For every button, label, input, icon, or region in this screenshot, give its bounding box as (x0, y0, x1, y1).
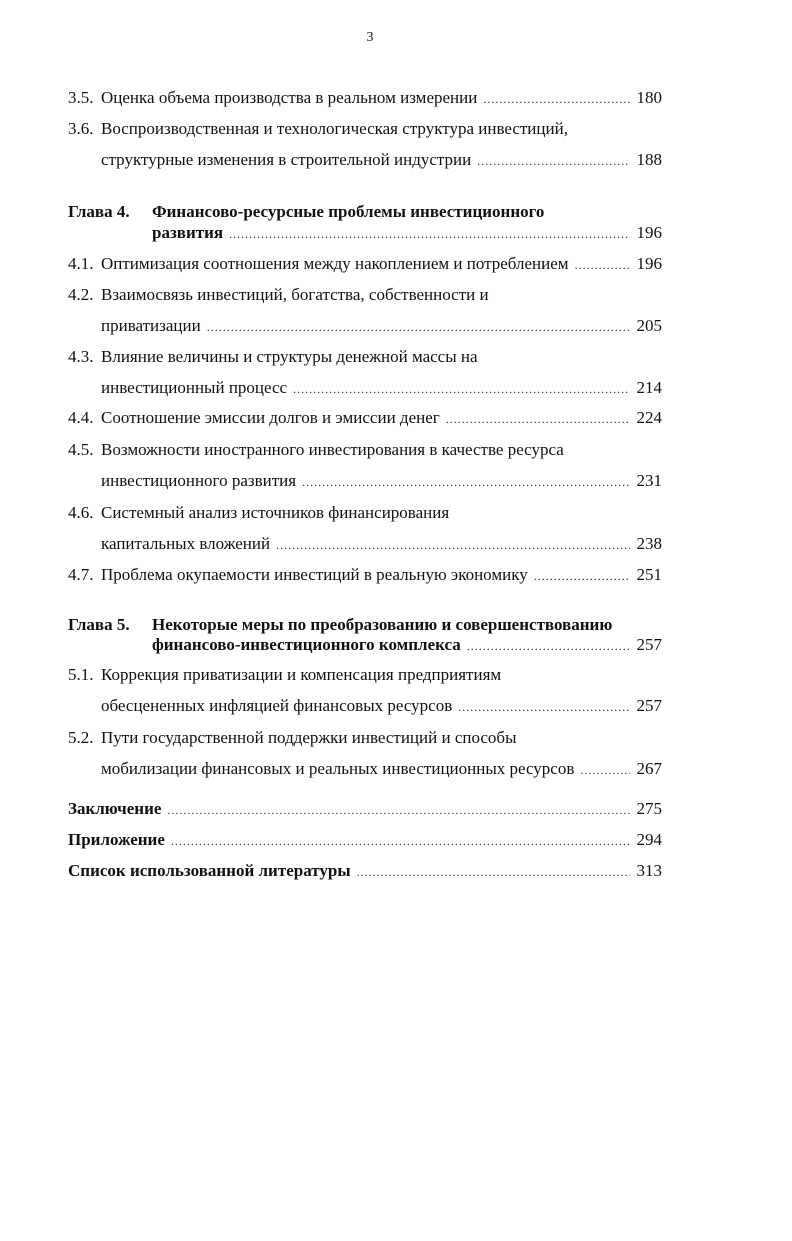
dot-leader (477, 149, 630, 173)
entry-title-line2: капитальных вложений (101, 534, 271, 553)
toc-conclusion[interactable] (68, 797, 662, 821)
entry-title-line2: структурные изменения в строительной индустрии (101, 150, 472, 169)
dot-leader (293, 377, 630, 401)
entry-number: 3.5. (68, 88, 94, 107)
entry-title-line1: Возможности иностранного инвестирования в качестве ресурса (101, 440, 564, 459)
entry-number: 5.1. (68, 665, 94, 684)
toc-entry-4-3[interactable] (68, 345, 662, 369)
toc-entry-4-1[interactable] (68, 252, 662, 276)
entry-page: 294 (636, 830, 662, 849)
entry-title: Оптимизация соотношения между накоплением и потреблением (101, 254, 569, 273)
dot-leader (171, 829, 630, 853)
toc-entry-3-6[interactable] (68, 117, 662, 141)
entry-title-line2: мобилизации финансовых и реальных инвестиционных ресурсов (101, 759, 575, 778)
toc-entry-4-7[interactable] (68, 563, 662, 587)
entry-number: 3.6. (68, 119, 94, 138)
entry-page: 214 (636, 378, 662, 397)
chapter-title-line1: Некоторые меры по преобразованию и совершенствованию (152, 615, 613, 634)
entry-number: 4.4. (68, 408, 94, 427)
chapter-5-heading-cont[interactable] (152, 633, 662, 657)
dot-leader (167, 798, 630, 822)
dot-leader (575, 253, 630, 277)
entry-number: 4.2. (68, 285, 94, 304)
toc-entry-4-6[interactable] (68, 501, 662, 525)
entry-number: 4.6. (68, 503, 94, 522)
entry-number: 4.5. (68, 440, 94, 459)
chapter-title-line2: развития (152, 223, 224, 242)
entry-title: Список использованной литературы (68, 861, 351, 880)
entry-number: 5.2. (68, 728, 94, 747)
toc-entry-3-5[interactable] (68, 86, 662, 110)
dot-leader (580, 758, 630, 782)
entry-number: 4.3. (68, 347, 94, 366)
entry-title-line1: Пути государственной поддержки инвестиций и способы (101, 728, 517, 747)
entry-page: 196 (636, 254, 662, 273)
entry-page: 313 (636, 861, 662, 880)
toc-entry-4-5[interactable] (68, 438, 662, 462)
toc-entry-4-5-cont[interactable] (101, 469, 662, 493)
entry-title: Оценка объема производства в реальном измерении (101, 88, 478, 107)
dot-leader (446, 407, 630, 431)
entry-title: Проблема окупаемости инвестиций в реальную экономику (101, 565, 528, 584)
entry-title-line1: Системный анализ источников финансирования (101, 503, 450, 522)
entry-title-line1: Влияние величины и структуры денежной массы на (101, 347, 478, 366)
chapter-number: Глава 4. (68, 202, 130, 221)
entry-page: 275 (636, 799, 662, 818)
entry-title-line1: Воспроизводственная и технологическая структура инвестиций, (101, 119, 568, 138)
entry-page: 196 (636, 223, 662, 242)
entry-page: 251 (636, 565, 662, 584)
page-number: 3 (366, 30, 374, 45)
entry-title: Заключение (68, 799, 162, 818)
dot-leader (357, 860, 630, 884)
toc-entry-5-2[interactable] (68, 726, 662, 750)
entry-number: 4.7. (68, 565, 94, 584)
toc-entry-4-2-cont[interactable] (101, 314, 662, 338)
entry-page: 188 (636, 150, 662, 169)
dot-leader (467, 634, 630, 658)
entry-page: 257 (636, 635, 662, 654)
toc-entry-3-6-cont[interactable] (101, 148, 662, 172)
dot-leader (534, 564, 630, 588)
entry-number: 4.1. (68, 254, 94, 273)
chapter-4-heading-cont[interactable] (152, 221, 662, 245)
entry-title: Соотношение эмиссии долгов и эмиссии денег (101, 408, 440, 427)
entry-title-line1: Коррекция приватизации и компенсация предприятиям (101, 665, 502, 684)
entry-page: 205 (636, 316, 662, 335)
toc-entry-5-2-cont[interactable] (101, 757, 662, 781)
dot-leader (458, 695, 630, 719)
toc-entry-4-6-cont[interactable] (101, 532, 662, 556)
toc-entry-4-4[interactable] (68, 406, 662, 430)
toc-entry-4-3-cont[interactable] (101, 376, 662, 400)
entry-page: 180 (636, 88, 662, 107)
entry-page: 238 (636, 534, 662, 553)
toc-entry-5-1-cont[interactable] (101, 694, 662, 718)
dot-leader (302, 470, 630, 494)
toc-references[interactable] (68, 859, 662, 883)
entry-title-line2: инвестиционного развития (101, 471, 297, 490)
entry-page: 257 (636, 696, 662, 715)
chapter-title-line2: финансово-инвестиционного комплекса (152, 635, 461, 654)
dot-leader (483, 87, 630, 111)
entry-title-line2: инвестиционный процесс (101, 378, 288, 397)
dot-leader (229, 222, 630, 246)
entry-page: 224 (636, 408, 662, 427)
entry-title-line2: обесцененных инфляцией финансовых ресурсов (101, 696, 453, 715)
entry-page: 267 (636, 759, 662, 778)
chapter-title-line1: Финансово-ресурсные проблемы инвестиционного (152, 202, 545, 221)
toc-entry-4-2[interactable] (68, 283, 662, 307)
entry-title-line2: приватизации (101, 316, 201, 335)
dot-leader (207, 315, 630, 339)
chapter-number: Глава 5. (68, 615, 130, 634)
entry-title: Приложение (68, 830, 165, 849)
toc-appendix[interactable] (68, 828, 662, 852)
dot-leader (276, 533, 630, 557)
entry-page: 231 (636, 471, 662, 490)
toc-entry-5-1[interactable] (68, 663, 662, 687)
entry-title-line1: Взаимосвязь инвестиций, богатства, собственности и (101, 285, 489, 304)
